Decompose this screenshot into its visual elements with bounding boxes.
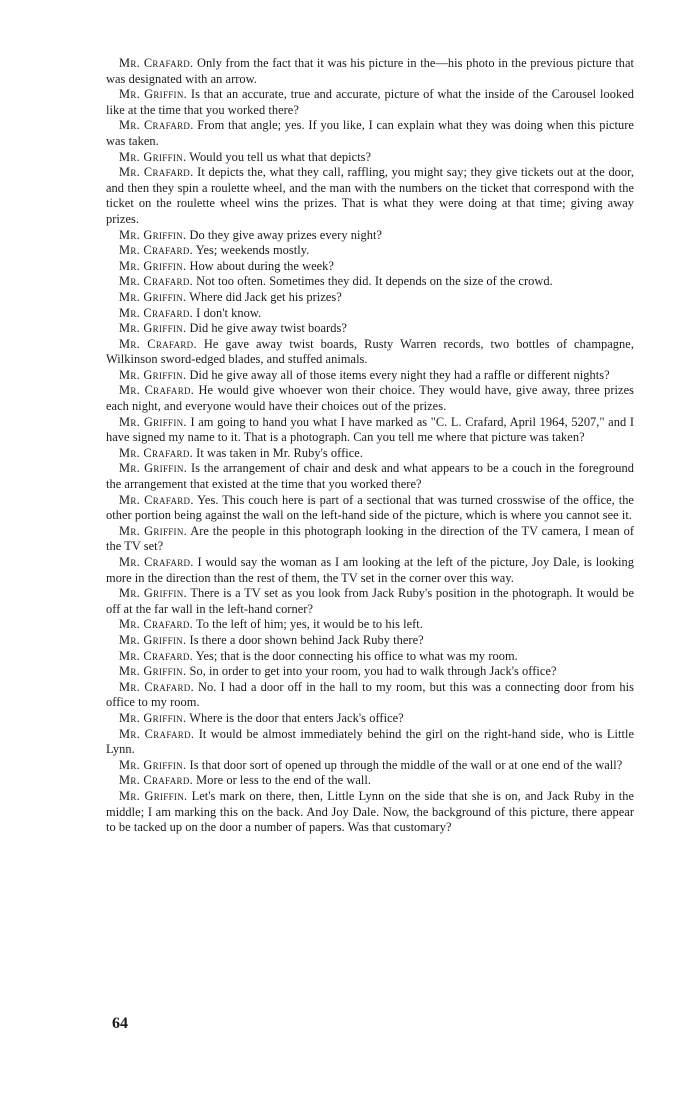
speaker-name: Mr. Crafard. [119,243,194,258]
speaker-name: Mr. Crafard. [119,336,197,351]
testimony-paragraph [106,321,634,337]
speaker-name: Mr. Crafard. [119,492,194,507]
testimony-text: It was taken in Mr. Ruby's office. [193,445,363,460]
testimony-text: More or less to the end of the wall. [193,773,372,788]
testimony-text: Did he give away all of those items every night they had a raffle or different nights? [186,367,610,382]
testimony-paragraph [106,306,634,322]
testimony-text: So, in order to get into your room, you had to walk through Jack's office? [186,664,557,679]
speaker-name: Mr. Griffin. [119,632,187,647]
testimony-paragraph [106,368,634,384]
speaker-name: Mr. Griffin. [119,258,187,273]
speaker-name: Mr. Crafard. [119,773,194,788]
speaker-name: Mr. Crafard. [119,383,195,398]
speaker-name: Mr. Griffin. [119,367,187,382]
speaker-name: Mr. Crafard. [119,445,194,460]
speaker-name: Mr. Crafard. [119,56,194,70]
testimony-text: It depicts the, what they call, raffling, you might say; they give tickets out at the door, and then they spin a roulette wheel, and the man with the numbers on the ticket that correspond with the ticket on the roulette wheel wins the prizes. That is what they were doing at that time; giving away prizes. [106,165,635,226]
testimony-paragraph [106,555,634,586]
testimony-paragraph [106,446,634,462]
testimony-paragraph [106,165,634,227]
testimony-paragraph [106,586,634,617]
testimony-paragraph [106,493,634,524]
testimony-text: Where is the door that enters Jack's office? [186,710,404,725]
speaker-name: Mr. Griffin. [119,710,187,725]
speaker-name: Mr. Crafard. [119,617,194,632]
speaker-name: Mr. Griffin. [119,227,187,242]
transcript-body [106,56,634,836]
speaker-name: Mr. Griffin. [119,586,187,601]
testimony-text: I would say the woman as I am looking at the left of the picture, Joy Dale, is looking more in the direction than the rest of them, the TV set in the corner over this way. [106,555,634,585]
testimony-text: He would give whoever won their choice. They would have, give away, three prizes each night, and everyone would have their choices out of the prizes. [106,383,634,414]
speaker-name: Mr. Griffin. [119,664,187,679]
speaker-name: Mr. Crafard. [119,305,194,320]
speaker-name: Mr. Griffin. [119,289,187,304]
testimony-paragraph [106,664,634,680]
testimony-paragraph [106,649,634,665]
testimony-text: I don't know. [193,305,262,320]
testimony-text: Do they give away prizes every night? [186,227,382,242]
testimony-paragraph [106,789,634,836]
testimony-paragraph [106,415,634,446]
speaker-name: Mr. Crafard. [119,165,194,180]
testimony-paragraph [106,274,634,290]
testimony-paragraph [106,228,634,244]
testimony-paragraph [106,337,634,368]
testimony-paragraph [106,633,634,649]
testimony-paragraph [106,118,634,149]
page-number: 64 [112,1015,128,1032]
speaker-name: Mr. Griffin. [119,87,188,102]
testimony-paragraph [106,773,634,789]
testimony-text: From that angle; yes. If you like, I can explain what they was doing when this picture was taken. [106,118,634,148]
speaker-name: Mr. Crafard. [119,648,194,663]
testimony-paragraph [106,383,634,414]
speaker-name: Mr. Griffin. [119,321,187,336]
speaker-name: Mr. Crafard. [119,679,194,694]
testimony-paragraph [106,727,634,758]
testimony-text: Let's mark on there, then, Little Lynn on the side that she is on, and Jack Ruby in the middle; I am marking this on the back. And Joy Dale. Now, the background of this picture, there appear to be tacked up on the door a number of papers. Was that customary? [106,788,635,835]
testimony-text: Yes. This couch here is part of a sectional that was turned crosswise of the office, the other portion being against the wall on the left-hand side of the picture, which is where you cannot see it. [106,492,634,523]
testimony-text: Is that door sort of opened up through the middle of the wall or at one end of the wall? [186,757,623,772]
testimony-text: Where did Jack get his prizes? [186,289,342,304]
speaker-name: Mr. Griffin. [119,523,188,538]
testimony-paragraph [106,758,634,774]
testimony-text: No. I had a door off in the hall to my room, but this was a connecting door from his office to my room. [106,679,634,710]
testimony-paragraph [106,617,634,633]
testimony-text: Yes; that is the door connecting his office to what was my room. [193,648,518,663]
testimony-paragraph [106,290,634,306]
speaker-name: Mr. Crafard. [119,274,194,289]
testimony-text: Is there a door shown behind Jack Ruby there? [186,632,424,647]
speaker-name: Mr. Griffin. [119,788,188,803]
testimony-text: Is the arrangement of chair and desk and what appears to be a couch in the foreground the arrangement that existed at the time that you worked there? [106,461,634,492]
testimony-paragraph [106,461,634,492]
testimony-paragraph [106,524,634,555]
testimony-text: I am going to hand you what I have marked as "C. L. Crafard, April 1964, 5207," and I have signed my name to it. That is a photograph. Can you tell me where that picture was taken? [106,414,634,445]
testimony-text: It would be almost immediately behind the girl on the right-hand side, who is Little Lynn. [106,726,634,757]
testimony-text: Only from the fact that it was his picture in the—his photo in the previous picture that was designated with an arrow. [106,56,634,86]
testimony-text: Is that an accurate, true and accurate, picture of what the inside of the Carousel looked like at the time that you worked there? [106,87,634,117]
testimony-text: Did he give away twist boards? [186,321,347,336]
testimony-paragraph [106,711,634,727]
testimony-text: How about during the week? [186,258,334,273]
speaker-name: Mr. Griffin. [119,461,188,476]
testimony-text: Are the people in this photograph looking in the direction of the TV camera, I mean of the TV set? [106,523,634,554]
speaker-name: Mr. Griffin. [119,757,187,772]
testimony-paragraph [106,243,634,259]
speaker-name: Mr. Crafard. [119,118,194,133]
speaker-name: Mr. Griffin. [119,414,187,429]
testimony-paragraph [106,259,634,275]
testimony-paragraph [106,87,634,118]
speaker-name: Mr. Griffin. [119,149,187,164]
testimony-text: Yes; weekends mostly. [193,243,310,258]
testimony-paragraph [106,56,634,87]
testimony-text: Not too often. Sometimes they did. It depends on the size of the crowd. [193,274,553,289]
testimony-paragraph [106,150,634,166]
testimony-text: To the left of him; yes, it would be to his left. [193,617,423,632]
testimony-text: Would you tell us what that depicts? [186,149,372,164]
speaker-name: Mr. Crafard. [119,726,195,741]
speaker-name: Mr. Crafard. [119,555,194,569]
testimony-paragraph [106,680,634,711]
testimony-text: He gave away twist boards, Rusty Warren records, two bottles of champagne, Wilkinson sword-edged blades, and stuffed animals. [106,336,634,367]
testimony-text: There is a TV set as you look from Jack Ruby's position in the photograph. It would be off at the far wall in the left-hand corner? [106,586,634,616]
